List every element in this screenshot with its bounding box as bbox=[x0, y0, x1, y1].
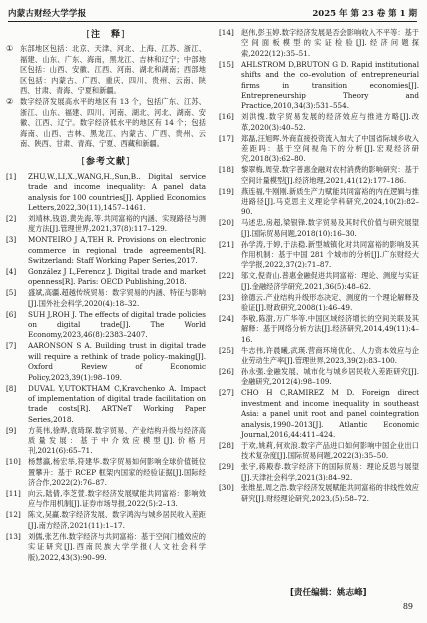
reference-number: [17] bbox=[219, 133, 234, 143]
reference-item bbox=[219, 314, 419, 345]
reference-text: CHO H C,RAMIREZ M D. Foreign direct investment and income inequality in southeast Asia: a panel unit root and panel cointegration analysis,1990–2013[J]. Atlantic Economic Journal,2016,44:411–424. bbox=[241, 388, 419, 439]
notes-list bbox=[6, 44, 206, 149]
note-text: 东部地区包括：北京、天津、河北、上海、江苏、浙江、福建、山东、广东、海南，黑龙江、吉林和辽宁；中部地区包括：山西、安徽、江西、河南、湖北和湖南；西部地区包括：内蒙古、广西、重庆、四川、贵州、云南、陕西、甘肃、青海、宁夏和新疆。 bbox=[20, 44, 206, 96]
reference-number: [2] bbox=[6, 214, 17, 223]
reference-number: [6] bbox=[6, 309, 17, 319]
notes-heading: [注 释] bbox=[86, 30, 126, 40]
reference-text: 盛斌,高疆.超越传统贸易：数字贸易的内涵、特征与影响[J].国外社会科学,2020(4):18–32. bbox=[28, 288, 206, 308]
reference-text: 张宇,蒋殿春.数字经济下的国际贸易：理论反思与展望[J].天津社会科学,2021(3):84–92. bbox=[241, 462, 419, 482]
reference-item bbox=[6, 310, 206, 341]
reference-item bbox=[6, 235, 206, 266]
reference-text: 于欢,姚莉,何欢浪.数字产品进口如何影响中国企业出口技术复杂度[J].国际贸易问题,2022(3):35–50. bbox=[241, 440, 419, 461]
reference-text: 马述忠,房超,梁银锋.数字贸易及其时代价值与研究展望[J].国际贸易问题,2018(10):16–30. bbox=[241, 218, 419, 238]
reference-number: [18] bbox=[219, 165, 234, 175]
reference-item bbox=[6, 384, 206, 426]
reference-text: 向云,陆倩,李芝萱.数字经济发展赋能共同富裕：影响效应与作用机制[J].证券市场导报,2022(5):2–13. bbox=[28, 489, 206, 509]
running-header bbox=[0, 0, 427, 22]
reference-item bbox=[219, 462, 419, 483]
reference-item bbox=[219, 60, 419, 112]
reference-text: MONTEIRO J A,TEH R. Provisions on electronic commerce in regional trade agreements[R]. Switzerland: Staff Working Paper Series,2017. bbox=[28, 235, 206, 266]
reference-number: [26] bbox=[219, 367, 234, 376]
reference-item bbox=[6, 341, 206, 383]
reference-item bbox=[6, 172, 206, 214]
issue-info: 2025 年 第 23 卷 第 1 期 bbox=[312, 9, 417, 19]
reference-item bbox=[6, 288, 206, 309]
reference-number: [23] bbox=[219, 292, 234, 302]
reference-item bbox=[219, 441, 419, 462]
reference-text: 刘儒,张艺伟.数字经济与共同富裕：基于空间门槛效应的实证研究[J].西南民族大学学报(人文社会科学版),2022,43(3):90–99. bbox=[28, 531, 206, 562]
note-marker: ① bbox=[6, 44, 14, 54]
reference-number: [10] bbox=[6, 457, 21, 467]
reference-item bbox=[219, 187, 419, 218]
note-item bbox=[6, 97, 206, 149]
reference-item bbox=[6, 510, 206, 531]
reference-text: 方英伟,徐晔,袁琦琛.数字贸易、产业结构升级与经济高质量发展：基于中介效应模型[J].价格月刊,2021(6):65–71. bbox=[28, 425, 206, 456]
reference-item bbox=[219, 134, 419, 165]
references-list-right bbox=[219, 28, 419, 504]
reference-text: 燕连福,牛刚刚.新质生产力赋能共同富裕的内在逻辑与推进路径[J].马克思主义理论学科研究,2024,10(2):82–90. bbox=[241, 186, 419, 217]
note-marker: ② bbox=[6, 97, 14, 107]
reference-number: [14] bbox=[219, 28, 234, 37]
journal-name: 内蒙古财经大学学报 bbox=[8, 9, 87, 19]
reference-number: [11] bbox=[6, 489, 21, 499]
reference-number: [5] bbox=[6, 288, 17, 298]
reference-number: [22] bbox=[219, 271, 234, 281]
reference-number: [27] bbox=[219, 388, 234, 398]
reference-number: [3] bbox=[6, 235, 17, 245]
reference-number: [25] bbox=[219, 345, 234, 355]
reference-text: 刘靖林,钱语,黄先海,等.共同富裕的内涵、实现路径与测度方法[J].管理世界,2021,37(8):117–129. bbox=[28, 214, 206, 234]
reference-number: [28] bbox=[219, 440, 234, 450]
references-list-left bbox=[6, 172, 206, 563]
reference-item bbox=[219, 367, 419, 388]
reference-number: [19] bbox=[219, 186, 234, 196]
reference-text: 赵伟,彭玉婷.数字经济发展是否会影响收入不平等：基于空间面板模型的实证检验[J].经济问题探索,2022(12):35–51. bbox=[241, 28, 419, 58]
reference-item bbox=[219, 112, 419, 133]
left-column bbox=[6, 28, 206, 563]
reference-text: 李敬,陈澍,万广华等.中国区域经济增长的空间关联及其解释：基于网络分析方法[J].经济研究,2014,49(11):4–16. bbox=[241, 313, 419, 344]
reference-number: [30] bbox=[219, 483, 234, 493]
reference-item bbox=[219, 483, 419, 504]
reference-text: 徐德云.产业结构升级形态决定、测度的一个理论解释及验证[J].财政研究,2008(1):46–49. bbox=[241, 292, 419, 313]
reference-text: 孙永强.金融发展、城市化与城乡居民收入差距研究[J].金融研究,2012(4):98–109. bbox=[241, 367, 419, 387]
reference-number: [21] bbox=[219, 239, 234, 249]
reference-item bbox=[219, 240, 419, 271]
note-text: 数字经济发展高水平的地区有 13 个，包括广东、江苏、浙江、山东、福建、四川、河南、湖北、河北、湖南、安徽、江西、辽宁。数字经济低水平的地区有 14 个；包括海南、山西、吉林、黑龙江、内蒙古、广西、贵州、云南、陕西、甘肃、青海、宁夏、西藏和新疆。 bbox=[20, 97, 206, 149]
reference-text: 张维星,周之浩.数字经济发展赋能共同富裕的非线性效应研究[J].财经理论研究,2023,(5):58–72. bbox=[241, 483, 419, 503]
reference-number: [9] bbox=[6, 425, 17, 435]
editor-credit: [责任编辑：姚志峰] bbox=[290, 588, 367, 598]
header-rule bbox=[8, 21, 417, 22]
reference-number: [1] bbox=[6, 171, 17, 181]
page-number: 89 bbox=[402, 602, 413, 611]
reference-text: 孙学涛,于婷,于法稳.新型城镇化对共同富裕的影响及其作用机制：基于中国 281 个城市的分析[J].广东财经大学学报,2022,37(2):71–87. bbox=[241, 239, 419, 270]
reference-text: AARONSON S A. Building trust in digital trade will require a rethink of trade policy–making[J]. Oxford Review of Economic Policy,2023,39(1):98–109. bbox=[28, 341, 206, 382]
reference-text: 杨慧瀛,杨宏举,符建华.数字贸易如何影响全球价值链位置攀升：基于 RCEP 框架内国家的经验证据[J].国际经济合作,2022(2):76–87. bbox=[28, 457, 206, 488]
reference-number: [20] bbox=[219, 218, 234, 228]
reference-item bbox=[6, 457, 206, 488]
reference-number: [24] bbox=[219, 313, 234, 323]
reference-item bbox=[219, 388, 419, 440]
reference-item bbox=[219, 293, 419, 314]
reference-number: [29] bbox=[219, 462, 234, 472]
reference-number: [8] bbox=[6, 383, 17, 393]
reference-text: 黎翠梅,周莹.数字普惠金融对农村消费的影响研究：基于空间计量模型[J].经济地理,2021,41(12):177–186. bbox=[241, 165, 419, 185]
right-column bbox=[219, 28, 419, 505]
reference-item bbox=[219, 28, 419, 59]
references-heading: [参考文献] bbox=[81, 157, 131, 168]
reference-text: González J L,Ferencz J. Digital trade and market openness[R]. Paris: OECD Publishing,2018. bbox=[28, 267, 206, 287]
reference-text: 郑磊,汪旭晖.外商直接投资流入加大了中国省际城乡收入差距吗：基于空间视角下的分析[J].宏观经济研究,2018(3):62–80. bbox=[241, 133, 419, 164]
reference-item bbox=[6, 426, 206, 457]
reference-number: [16] bbox=[219, 112, 234, 122]
reference-text: 邬文,倪青山.普惠金融促进共同富裕：理论、测度与实证[J].金融经济学研究,2021,36(5):48–62. bbox=[241, 271, 419, 291]
reference-item bbox=[219, 165, 419, 186]
reference-item bbox=[219, 271, 419, 292]
note-item bbox=[6, 44, 206, 96]
reference-item bbox=[219, 218, 419, 239]
reference-item bbox=[219, 346, 419, 367]
reference-number: [7] bbox=[6, 341, 17, 351]
reference-number: [12] bbox=[6, 510, 21, 520]
reference-text: DUVAL Y,UTOKTHAM C,Kravchenko A. Impact of implementation of digital trade facilitation on trade costs[R]. ARTNeT Working Paper Series,2018. bbox=[28, 383, 206, 424]
reference-item bbox=[6, 214, 206, 235]
reference-text: ZHU,W.,LI,X.,WANG,H.,Sun,B.. Digital service trade and income inequality: A panel data analysis for 100 countries[J]. Applied Economics Letters,2022,30(11),1457–1461. bbox=[28, 171, 206, 213]
reference-item bbox=[6, 267, 206, 288]
reference-number: [15] bbox=[219, 59, 234, 69]
reference-text: 陈文,吴赢.数字经济发展、数字鸿沟与城乡居民收入差距[J].南方经济,2021(11):1–17. bbox=[28, 510, 206, 530]
reference-text: SUH J,ROH J. The effects of digital trade policies on digital trade[J]. The World Economy,2023,46(8):2383–2407. bbox=[28, 309, 206, 340]
reference-text: 牛志伟,许晨曦,武瑛.营商环境优化、人力资本效应与企业劳动生产率[J].管理世界,2023,39(2):83–100. bbox=[241, 345, 419, 366]
reference-number: [13] bbox=[6, 531, 21, 541]
reference-item bbox=[6, 532, 206, 563]
reference-item bbox=[6, 489, 206, 510]
reference-text: AHLSTROM D,BRUTON G D. Rapid institutional shifts and the co–evolution of entrepreneurial firms in transition economies[J]. Entrepreneurship Theory and Practice,2010,34(3):531–554. bbox=[241, 59, 419, 111]
reference-text: 刘洪愧.数字贸易发展的经济效应与推进方略[J].改革,2020(3):40–52. bbox=[241, 112, 419, 132]
reference-number: [4] bbox=[6, 267, 17, 277]
